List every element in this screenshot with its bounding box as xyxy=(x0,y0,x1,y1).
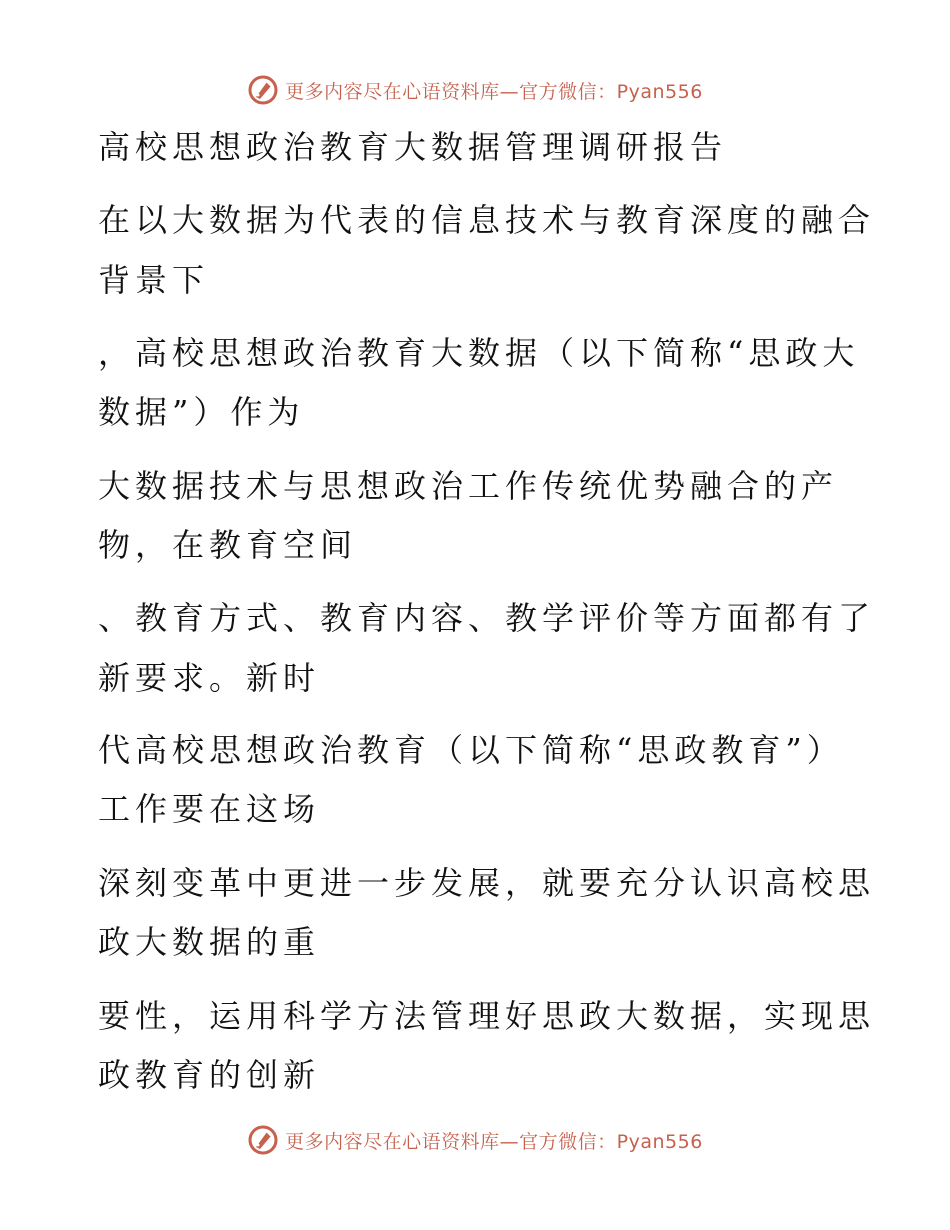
header-watermark xyxy=(0,70,950,110)
text-line: 深刻变革中更进一步发展，就要充分认识高校思 xyxy=(98,864,876,902)
text-line: 工作要在这场 xyxy=(98,790,321,828)
watermark-text: 更多内容尽在心语资料库—官方微信：Pyan556 xyxy=(285,1130,703,1153)
text-line: 物，在教育空间 xyxy=(98,526,358,564)
text-line: 政大数据的重 xyxy=(98,923,321,961)
footer-watermark xyxy=(0,1120,950,1160)
text-line: 、教育方式、教育内容、教学评价等方面都有了 xyxy=(98,599,876,637)
text-line: 背景下 xyxy=(98,261,210,299)
pen-nib-logo-icon xyxy=(247,74,279,106)
text-line: 新要求。新时 xyxy=(98,659,321,697)
watermark-text: 更多内容尽在心语资料库—官方微信：Pyan556 xyxy=(285,80,703,103)
text-line: 政教育的创新 xyxy=(98,1056,321,1094)
text-line: 在以大数据为代表的信息技术与教育深度的融合 xyxy=(98,201,876,239)
text-line: 代高校思想政治教育（以下简称“思政教育”） xyxy=(98,731,844,769)
document-title: 高校思想政治教育大数据管理调研报告 xyxy=(98,128,728,166)
text-line: 大数据技术与思想政治工作传统优势融合的产 xyxy=(98,467,839,505)
text-line: 数据”）作为 xyxy=(98,393,305,431)
pen-nib-logo-icon xyxy=(247,1124,279,1156)
text-line: ，高校思想政治教育大数据（以下简称“思政大 xyxy=(98,334,860,372)
text-line: 要性，运用科学方法管理好思政大数据，实现思 xyxy=(98,997,876,1035)
